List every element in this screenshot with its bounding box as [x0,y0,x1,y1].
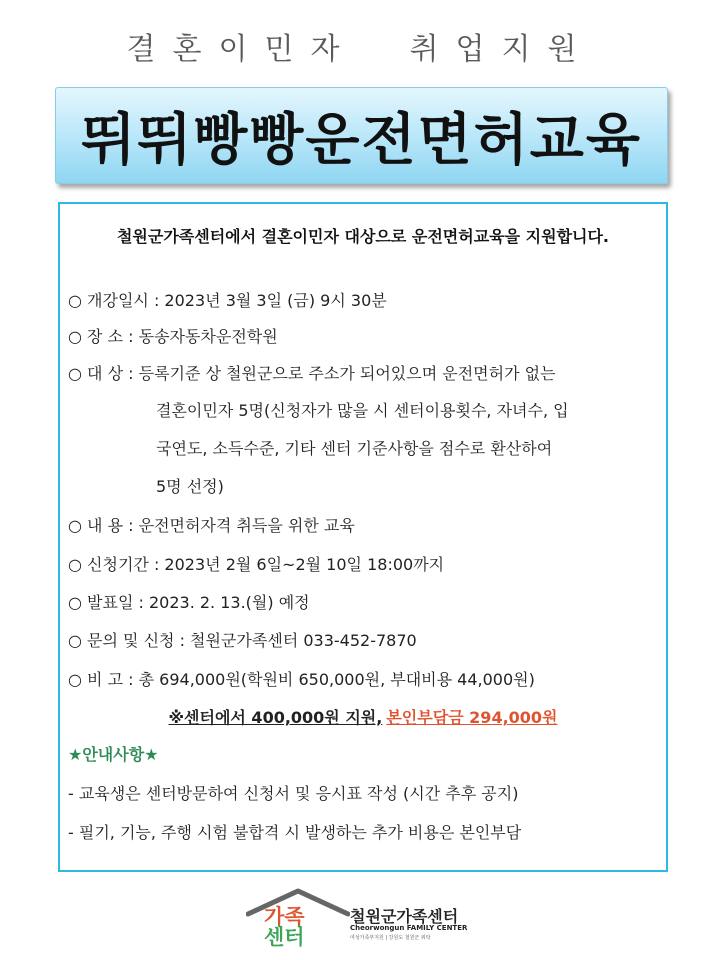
item-content: ○ 내 용 : 운전면허자격 취득을 위한 교육 [68,516,355,535]
center-subtext: 여성가족부지원 | 강원도 철원군 위탁 [350,935,431,941]
logo-text-top: 가족 [264,905,305,929]
item-apply-period: ○ 신청기간 : 2023년 2월 6일~2월 10일 18:00까지 [68,555,445,574]
item-target-cont-2: 국연도, 소득수준, 기타 센터 기준사항을 점수로 환산하여 [156,439,553,458]
item-contact: ○ 문의 및 신청 : 철원군가족센터 033-452-7870 [68,631,417,650]
footer-logo [246,888,516,948]
support-line [60,705,666,728]
item-announce-date: ○ 발표일 : 2023. 2. 13.(월) 예정 [68,593,310,612]
item-target-cont-3: 5명 선정) [156,477,224,496]
logo-text-bottom: 센터 [264,925,305,948]
item-note: ○ 비 고 : 총 694,000원(학원비 650,000원, 부대비용 44,000원) [68,670,535,689]
item-target-cont-1: 결혼이민자 5명(신청자가 많을 시 센터이용횟수, 자녀수, 입 [156,401,569,420]
notice-heading: ★안내사항★ [68,745,159,764]
house-logo-icon [246,888,350,948]
self-payment: 본인부담금 294,000원 [386,708,558,727]
item-start-date: ○ 개강일시 : 2023년 3월 3일 (금) 9시 30분 [68,291,387,310]
support-amount: ※센터에서 400,000원 지원, [168,708,383,727]
item-location: ○ 장 소 : 동송자동차운전학원 [68,327,278,346]
subtitle: 결혼이민자 취업지원 [126,32,594,67]
notice-line-2: - 필기, 기능, 주행 시험 불합격 시 발생하는 추가 비용은 본인부담 [68,823,522,842]
title-banner [55,87,668,184]
center-name: 철원군가족센터 [350,907,459,926]
center-english-name: Cheorwongun FAMILY CENTER [350,924,468,932]
intro-text: 철원군가족센터에서 결혼이민자 대상으로 운전면허교육을 지원합니다. [116,227,610,246]
notice-line-1: - 교육생은 센터방문하여 신청서 및 응시표 작성 (시간 추후 공지) [68,784,519,803]
page-title: 뛰뛰빵빵운전면허교육 [81,107,642,173]
item-target: ○ 대 상 : 등록기준 상 철원군으로 주소가 되어있으며 운전면허가 없는 [68,364,556,383]
content-box [58,202,668,872]
